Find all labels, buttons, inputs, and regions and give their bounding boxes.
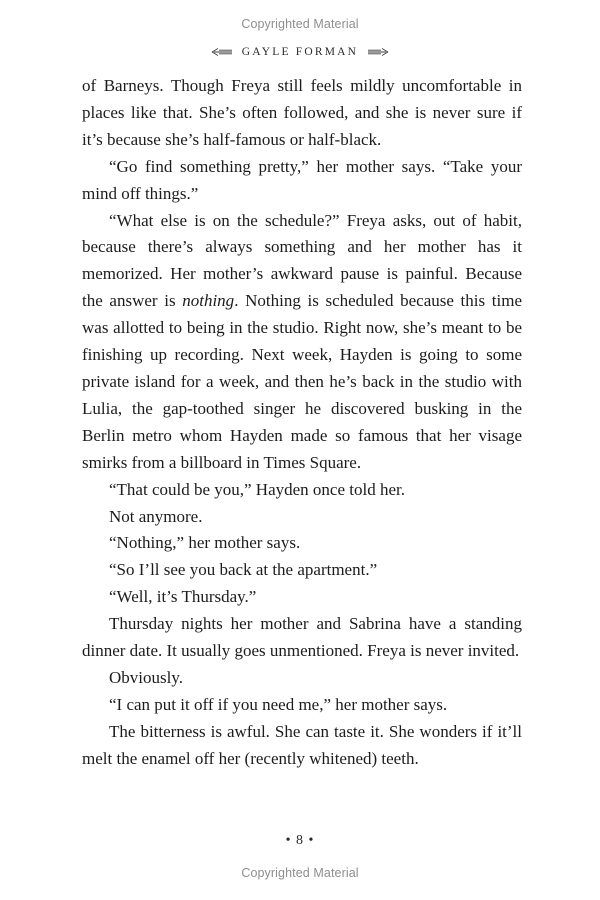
paragraph-text: “Go find something pretty,” her mother says. “Take your mind off things.” [82,156,522,203]
paragraph-text: “Nothing,” her mother says. [109,533,301,553]
paragraph-text: “That could be you,” Hayden once told her. [109,479,405,499]
running-head-author: GAYLE FORMAN [241,46,359,58]
paragraph-text: The bitterness is awful. She can taste it. She wonders if it’ll melt the enamel off her (recently whitened) teeth. [82,721,522,768]
paragraph [82,557,522,584]
paragraph-text: Obviously. [109,667,183,687]
paragraph-text: . Nothing is scheduled because this time was allotted to being in the studio. Right now, she’s meant to be finishing up recording. Next week, Hayden is going to some private island for a week, and then he’s back in the studio with Lulia, the gap-toothed singer he discovered busking in the Berlin metro whom Hayden made so famous that her visage smirks from a billboard in Times Square. [82,291,522,472]
paragraph [82,73,522,154]
paragraph-text: Thursday nights her mother and Sabrina have a standing dinner date. It usually goes unmentioned. Freya is never invited. [82,614,522,661]
paragraph [82,719,522,773]
running-head [0,46,600,58]
paragraph [82,504,522,531]
paragraph-text: “I can put it off if you need me,” her mother says. [109,694,448,714]
emphasis-text: nothing [182,291,235,311]
right-ornament-icon [367,47,389,57]
copyright-watermark-bottom: Copyrighted Material [241,866,359,880]
body-text [82,73,522,773]
left-ornament-icon [211,47,233,57]
paragraph [82,208,522,477]
paragraph [82,665,522,692]
paragraph [82,584,522,611]
page-number: • 8 • [285,833,315,848]
paragraph [82,611,522,665]
paragraph-text: “What else is on the schedule?” Freya asks, out of habit, because there’s always something and her mother has it memorized. Her mother’s awkward pause is painful. Because the answer is [82,210,522,311]
paragraph-text: Not anymore. [109,506,203,526]
paragraph [82,530,522,557]
paragraph [82,477,522,504]
paragraph-text: “So I’ll see you back at the apartment.” [109,560,378,580]
copyright-watermark-top: Copyrighted Material [241,17,359,31]
paragraph [82,154,522,208]
paragraph [82,692,522,719]
paragraph-text: “Well, it’s Thursday.” [109,587,257,607]
paragraph-text: of Barneys. Though Freya still feels mildly uncomfortable in places like that. She’s often followed, and she is never sure if it’s because she’s half-famous or half-black. [82,76,522,149]
